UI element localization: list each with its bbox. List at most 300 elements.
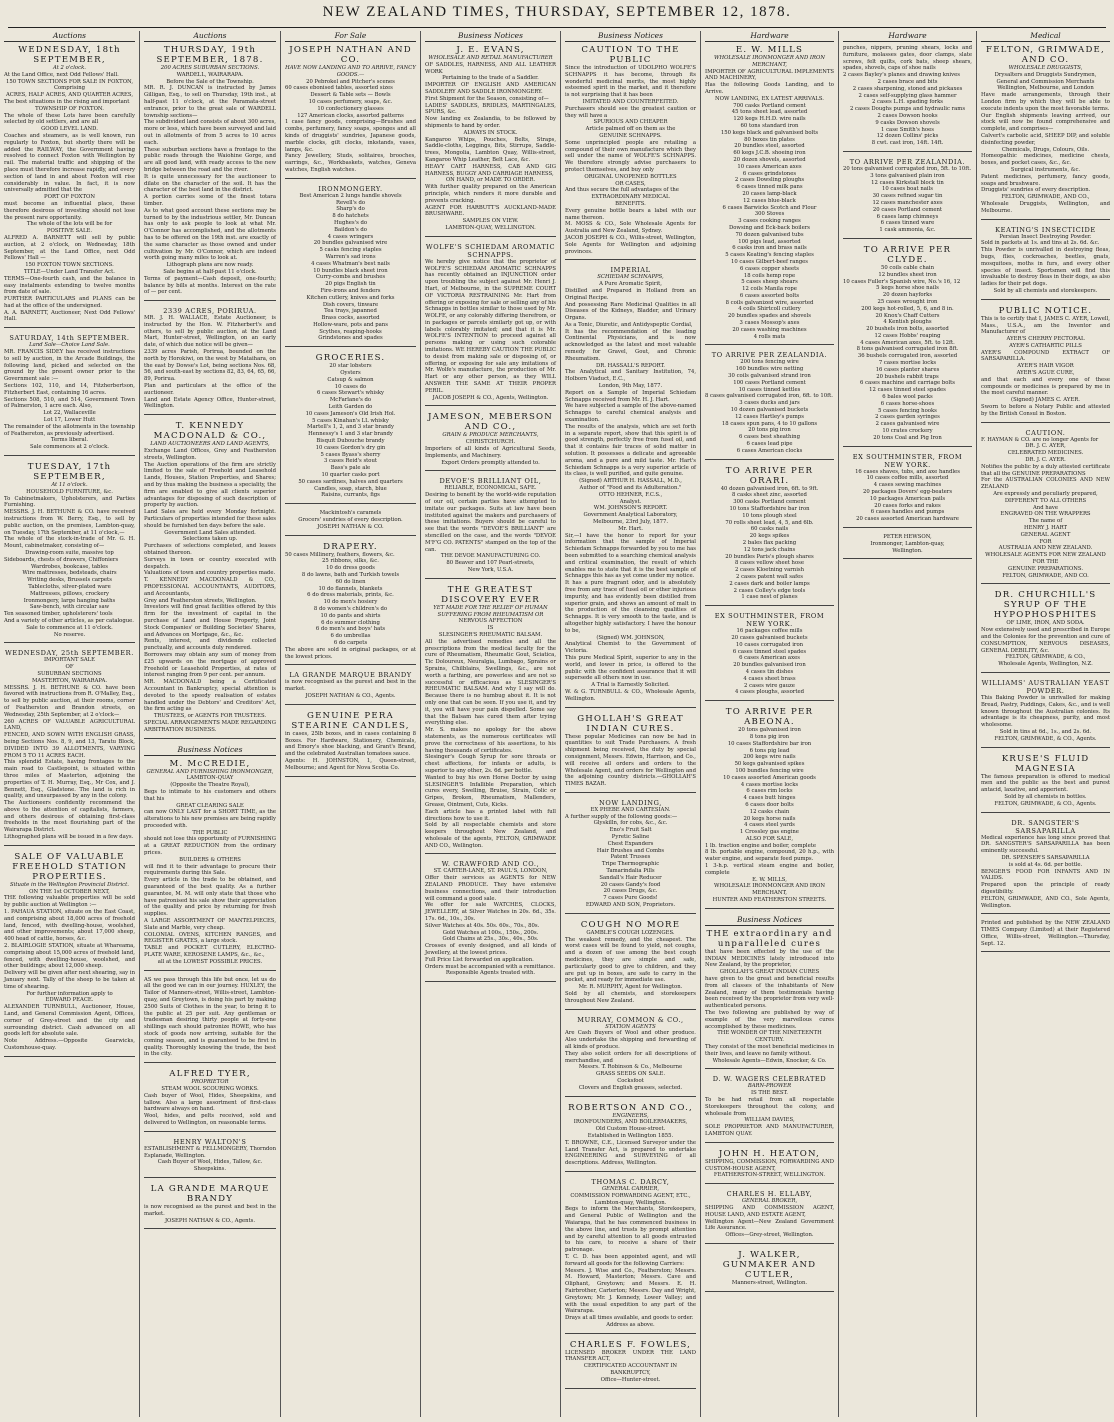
ad-text-line: 80 Beaver and 107 Pearl-streets, bbox=[446, 560, 535, 567]
ad-text-line: Delivery will be given after next shearing, say in January next. Tally of the sheep to be taken at time of shearing. bbox=[4, 970, 135, 990]
advertisement bbox=[565, 45, 696, 260]
ad-text-line: 5 cases Keating's fencing staples bbox=[725, 252, 814, 259]
ad-heading: J. E. EVANS, bbox=[456, 45, 525, 55]
advertisement bbox=[705, 466, 834, 607]
ad-text-line: Wellington Agent—New Zealand Government Life Assurance. bbox=[705, 1218, 834, 1232]
advertisement bbox=[565, 799, 696, 914]
ad-text-line: These popular Medicines can now be had in quantities to suit Trade Purchasers. A fresh shipment being received, the duty by special consignment, Messrs. Edwin, Harrison, and Co., will receive all orders and orders to the Wholesale Agent, and orders for Wellington and the adjoining country districts.—GHOLLAH'S TIMES BAZAR. bbox=[565, 733, 696, 788]
ad-text-line: Our English shipments leaving arrived, our stock will now be found comprehensive and complete, and comprises— bbox=[981, 112, 1110, 133]
ad-text-line: 4 cases American axes, 5ft. to 12ft. bbox=[860, 339, 955, 346]
ad-text-line: NERVOUS AFFECTION bbox=[458, 618, 523, 625]
ad-text-line: Druggists' sundries of every description. bbox=[981, 187, 1091, 194]
ad-text-line: All the advertised remedies and all the prescriptions from the medical faculty for the cure of Rheumatism, Rheumatic Gout, Sciatica, Tic Doloureux, Neuralgia, Lumbago, Sprains or Sprains, Chilblains, Swellings, &c., are not worth a farthing, are powerless and are not so successful or efficacious as SLESINGER'S RHEUMATIC BALSAM. And why I say will do. Because there is no humbug about it. It is not only one that can be seen. If you use it, and try it, you will have your pain dispelled. Some say that the Balsam has cured them after trying everything else. bbox=[425, 638, 556, 727]
ad-text-line: CERTIFICATED ACCOUNTANT IN BANKRUPTCY, bbox=[583, 1363, 678, 1377]
ad-text-line: Messrs. T. Robinson & Co., Melbourne bbox=[578, 1064, 683, 1071]
ad-text-line: AYER'S CATHARTIC PILLS bbox=[1009, 342, 1082, 349]
ad-text-line: Hair Brushes and Combs bbox=[596, 847, 665, 854]
ad-text-line: Lot 17, Lower Hutt bbox=[43, 417, 96, 424]
ad-text-line: 10 packages American pails bbox=[869, 495, 946, 502]
ad-text-line: 2 bales flax packing bbox=[742, 540, 797, 546]
ad-text-line: 6 cases American axes bbox=[739, 655, 800, 662]
ad-text-line: 8 do lawns, bath and Turkish towels bbox=[301, 572, 400, 578]
ad-text-line: To be had retail from all respectable Storekeepers throughout the colony, and wholesale from bbox=[705, 1097, 834, 1117]
advertisement bbox=[705, 45, 834, 345]
ad-text-line: Surgical instruments, &c. bbox=[1010, 166, 1081, 173]
ad-text-line: ON THE 1st OCTOBER NEXT, bbox=[29, 888, 110, 895]
advertisement bbox=[565, 920, 696, 1010]
ad-text-line: Land and Estate Agency Office, Hunter-street, Wellington. bbox=[144, 396, 276, 410]
advertisement bbox=[981, 920, 1110, 952]
ad-text-line: This Powder is unrivalled in destroying fleas, bugs, flies, cockroaches, beetles, gnats, mosquitoes, moths in furs, and every other species of insect. Sportsmen will find this invaluable to destroy fleas in their dogs, as also ladies for their pet dogs. bbox=[981, 247, 1110, 288]
ad-text-line: Wardrobes, bookcase, tables bbox=[31, 563, 108, 570]
ad-text-line: Hollow-ware, pots and pans bbox=[313, 321, 388, 328]
ad-text-line: 2 cases Bayley's planes and drawing knives bbox=[843, 72, 960, 79]
ad-text-line: DR. HASSALL'S REPORT. bbox=[596, 362, 665, 369]
ad-heading: IRONMONGERY. bbox=[318, 184, 383, 193]
ad-text-line: 6 cases tinned milk pans bbox=[736, 184, 803, 191]
ad-subheading: YET MADE FOR THE RELIEF OF HUMAN SUFFERING FROM RHEUMATISM OR bbox=[433, 604, 548, 618]
ad-text-line: JOSEPH NATHAN & CO., Agents. bbox=[305, 692, 396, 699]
advertisement bbox=[285, 510, 416, 535]
ad-text-line: They consist of the most beneficial medicines in their lives, and leave no family without. bbox=[705, 1044, 834, 1057]
ad-text-line: Mr. S. makes no apology for the above statements, as the numerous certificates will prove the correctness of his assertions, to his having thousands of certificates. bbox=[425, 727, 556, 754]
ad-text-line: 6 cases grindstones bbox=[742, 170, 797, 177]
ad-text-line: 1 cask ammonia, &c. bbox=[879, 227, 936, 234]
ad-text-line: WHOLESALE AGENTS FOR NEW ZEALAND bbox=[985, 552, 1106, 559]
ad-subheading: WHOLESALE AND RETAIL MANUFACTURER bbox=[428, 55, 553, 61]
ad-text-line: GENUINE SCHNAPPS. bbox=[599, 132, 662, 139]
ad-text-line: Bass's pale ale bbox=[330, 465, 371, 472]
ad-text-line: M. MOSS & CO., Sole Wholesale Agents for Australia and New Zealand, Sydney. bbox=[565, 221, 696, 235]
ad-text-line: (Signed) WM. JOHNSON, bbox=[596, 634, 665, 641]
advertisement bbox=[144, 45, 276, 301]
ad-text-line: E. W. MILLS, bbox=[752, 876, 787, 883]
ad-heading: WOLFE'S SCHIEDAM AROMATIC SCHNAPPS. bbox=[425, 242, 556, 259]
ad-heading: THURSDAY, 19th SEPTEMBER, 1878. bbox=[156, 45, 264, 65]
ad-text-line: FELTON, GRIMWADE, AND CO., bbox=[1001, 194, 1090, 201]
ad-text-line: 300 casks Portland cement bbox=[733, 499, 806, 506]
ad-text-line: Desiring to benefit by the world-wide reputation of our oil, certain parties have attempted to imitate our packages. Suits at law have been instituted against the makers and purchasers of these imitations. Buyers should be careful to see that the words "DEVOE'S BRILLIANT" are stencilled on the case, and the words "DEVOE M'F'G CO. PATENTS" stamped on the top of the can. bbox=[425, 492, 556, 553]
ad-text-line: Martell's 1, 2, and 3 star brandy bbox=[307, 424, 394, 431]
ad-text-line: 2 cases Doughs pumps and hydraulic rams bbox=[849, 106, 966, 113]
ad-text-line: 18 cases spun pans, 4 to 10 gallons bbox=[721, 420, 818, 427]
ad-text-line: Lambton-quay, Wellington. bbox=[594, 1199, 667, 1206]
ad-text-line: Sale commences at 2 o'clock. bbox=[30, 444, 109, 451]
ad-text-line: T. KENNEDY MACDONALD & CO., PROFESSIONAL ACCOUNTANTS, AUDITORS, and Accountants, bbox=[144, 577, 276, 597]
ad-text-line: 4 cases wringers bbox=[327, 233, 374, 240]
ad-text-line: 45 tons sheet lead, assorted bbox=[731, 109, 808, 116]
ad-heading: GHOLLAH'S GREAT INDIAN CURES. bbox=[577, 713, 684, 734]
ad-text-line: 4 cases sewing machines bbox=[873, 482, 942, 489]
ad-text-line: FOR THE bbox=[1032, 559, 1059, 565]
ad-text-line: 10 do dress goods bbox=[326, 565, 375, 572]
ad-text-line: 20 Knox's Chaff Cutters bbox=[875, 312, 940, 319]
ad-text-line: 20 bushels rabbit traps bbox=[876, 373, 939, 380]
column-5 bbox=[561, 31, 700, 1417]
ad-text-line: Medical experience has long since proved that DR. SANGSTER'S SARSAPARILLA has been eminently successful. bbox=[981, 834, 1110, 855]
ad-text-line: 30 cases refined sugar tin bbox=[872, 193, 943, 200]
ad-text-line: 60 cases ebonised tables, assorted sizes bbox=[285, 85, 393, 92]
ad-text-line: EXTRAORDINARY MEDICAL bbox=[591, 194, 670, 201]
ad-text-line: 10 cases Gilbert-beef ranges bbox=[730, 258, 809, 265]
ad-text-line: Mattresses, pillows, crockery bbox=[30, 590, 109, 597]
ad-text-line: THE WONDER OF THE NINETEENTH CENTURY. bbox=[717, 1030, 822, 1044]
ad-text-line: SUBURBAN SECTIONS bbox=[37, 670, 102, 677]
ad-text-line: DIFFERENT TO ALL OTHERS bbox=[1004, 497, 1087, 504]
ad-text-line: Dish covers, tinware bbox=[322, 301, 379, 308]
ad-text-line: They also solicit orders for all descriptions of merchandise, and bbox=[565, 1050, 696, 1064]
advertisement bbox=[565, 1178, 696, 1334]
ad-text-line: We have subjected a sample of the above-named Schnapps to careful chemical analysis and examination. bbox=[565, 403, 696, 424]
ad-text-line: Export Orders promptly attended to. bbox=[441, 459, 540, 466]
ad-text-line: These suburban sections have a frontage to the public roads through the Waiohine Gorge, and are all good land, with ready access to the new bridge between the road and the river. bbox=[144, 146, 276, 173]
ad-text-line: 20 cases washing machines bbox=[732, 326, 807, 333]
ad-text-line: Begs to intimate to his customers and others that his bbox=[144, 788, 276, 802]
ad-text-line: 6 casks iron and brass nails bbox=[732, 245, 807, 252]
advertisement bbox=[981, 429, 1110, 585]
ad-text-line: Hennessy's 1 and 3 star brandy bbox=[308, 431, 393, 438]
ad-text-line: MASTERTON, WAIRARAPA. bbox=[31, 677, 108, 684]
ad-text-line: Oysters bbox=[340, 370, 361, 377]
ad-text-line: 2 cases dark and boiler lamps bbox=[729, 580, 810, 587]
advertisement bbox=[4, 334, 135, 456]
ad-heading: KRUSE'S FLUID MAGNESIA bbox=[1001, 753, 1090, 774]
ad-text-line: 1 lb. traction engine and boiler, complete bbox=[705, 842, 816, 849]
ad-text-line: Cash Buyer of Wool, Hides, Tallow, &c. bbox=[157, 1159, 263, 1166]
ad-text-line: Rents, interest, and dividends collected punctually, and accounts duly rendered. bbox=[144, 638, 276, 652]
ad-text-line: Wellington. bbox=[892, 547, 923, 554]
ad-text-line: Sections 102, 110, and 14, Fitzherbertson, Fitzherbert East, containing 16 acres. bbox=[4, 383, 135, 396]
ad-heading: DRAPERY. bbox=[323, 541, 378, 552]
section-heading: Business Notices bbox=[565, 31, 696, 42]
ad-text-line: WHOLESALE IRONMONGER AND IRON MERCHANT, bbox=[714, 883, 825, 897]
ad-text-line: Manners-street, Wellington. bbox=[731, 1279, 808, 1286]
ad-text-line: Government Analytical Laboratory, bbox=[583, 512, 678, 519]
ad-text-line: Wellington, Melbourne, and London bbox=[997, 85, 1094, 92]
column-1 bbox=[0, 31, 139, 1417]
section-heading: Business Notices bbox=[705, 915, 834, 926]
advertisement bbox=[981, 679, 1110, 748]
ad-text-line: SHIPPING, COMMISSION, FORWARDING AND CUSTOM-HOUSE AGENT, bbox=[705, 1158, 834, 1172]
ad-text-line: Pyretic Saline bbox=[611, 834, 650, 841]
advertisement bbox=[565, 1016, 696, 1097]
ad-text-line: SPECIAL ARRANGEMENTS MADE REGARDING ARBITRATION BUSINESS. bbox=[144, 719, 276, 733]
ad-text-line: 3 cases cooking ranges bbox=[738, 218, 801, 225]
ad-text-line: The famous preparation is offered to medical men and the public as the best and purest antacid, laxative, and apperient. bbox=[981, 773, 1110, 794]
ad-text-line: BENEFITS. bbox=[615, 200, 646, 207]
ad-text-line: FELTON, GRIMWADE, AND CO., Sole Agents, Wellington. bbox=[981, 895, 1110, 909]
ad-text-line: The whole of these Lots have been carefully selected by old settlers, and are all bbox=[4, 112, 135, 126]
ad-text-line: GHOLLAH'S GREAT INDIAN CURES bbox=[719, 969, 820, 976]
ad-text-line: 6 do dress materials, prints, &c. bbox=[307, 592, 394, 599]
ad-text-line: GENERAL AGENT bbox=[1020, 531, 1071, 538]
ad-heading: TO ARRIVE PER ORARI. bbox=[725, 465, 814, 486]
ad-text-line: This is to certify that I, JAMES C. AYER, Lowell, Mass., U.S.A., am the Inventor and Manufacturer of bbox=[981, 315, 1110, 336]
ad-text-line: Silver Watches at 40s. 50s. 60s., 70s., 80s. bbox=[425, 922, 540, 929]
ad-text-line: 10 do pants and shirts bbox=[320, 612, 381, 619]
ad-text-line: 200 kegs wire nails bbox=[743, 754, 796, 761]
ad-text-line: Orders must be accompanied with a remittance. bbox=[425, 963, 555, 970]
ad-text-line: 36 bushels corrugated iron, assorted bbox=[857, 353, 958, 360]
advertisement bbox=[144, 977, 276, 1064]
advertisement bbox=[425, 860, 556, 982]
ad-text-line: 2 cases wire gauze bbox=[744, 682, 795, 689]
section-heading: Business Notices bbox=[144, 745, 276, 756]
ad-text-line: PORT OF FOXTON bbox=[44, 194, 95, 201]
ad-text-line: Scythes, reaping-hooks bbox=[319, 328, 382, 335]
ad-heading: MURRAY, COMMON & CO., bbox=[577, 1015, 684, 1024]
ad-text-line: WM. JOHNSON'S REPORT. bbox=[593, 505, 668, 512]
ad-text-line: Crosses of evenly designed, and all kinds of Jewellery, at the lowest prices. bbox=[425, 943, 556, 957]
ad-subheading: Situate in the Wellington Provincial District. bbox=[10, 881, 129, 888]
ad-subheading: WHOLESALE IRONMONGER AND IRON MERCHANT, bbox=[714, 55, 825, 68]
ad-text-line: It has a pure fragrant odor, and is absolutely free from any trace of fusel oil or other injurious impurity, and has evidently been distilled from superior grain, and shows an amount of malt in the production of the cleansing qualities of Schnapps. It is very smooth to the taste, and is altogether highly satisfactory. I have the honour to be, bbox=[565, 580, 696, 634]
ad-text-line: W. & G. TURNBULL & CO., Wholesale Agents, Wellington. bbox=[565, 688, 696, 702]
ad-text-line: SAMPLES ON VIEW. bbox=[462, 218, 519, 225]
ad-text-line: 20 dozen shovels, assorted bbox=[733, 156, 806, 163]
ad-heading: DEVOE'S BRILLIANT OIL, bbox=[439, 477, 542, 486]
ad-text-line: MESSRS. J. H. BETHUNE & CO. have received instructions from W. Berry, Esq., to sell by public auction, on the premises, Lambton-quay, on Tuesday, 17th September, at 11 o'clock,— bbox=[4, 509, 135, 536]
ad-text-line: 18 coils hemp rope bbox=[743, 272, 796, 279]
ad-text-line: 12 cases Hartley's pumps bbox=[735, 413, 804, 420]
advertisement bbox=[843, 245, 972, 447]
ad-text-line: 20 bushels iron bolts, assorted bbox=[866, 326, 949, 333]
ad-text-line: 2 cases galvanised wire bbox=[875, 421, 940, 428]
ad-text-line: And thus secure the full advantages of the bbox=[565, 187, 679, 194]
advertisement bbox=[981, 306, 1110, 423]
ad-text-line: 6 cases best sheathing bbox=[739, 434, 800, 441]
ad-heading: LA GRANDE MARQUE BRANDY bbox=[289, 671, 412, 680]
ad-text-line: 5 casks fencing staples bbox=[319, 247, 382, 254]
ad-text-line: Established in Wellington 1855. bbox=[587, 1132, 674, 1139]
ad-text-line: A Trial is Earnestly Solicited. bbox=[591, 682, 670, 689]
ad-text-line: THE following valuable properties will be sold by public auction at Wellington :— bbox=[4, 895, 135, 909]
ad-heading: TO ARRIVE PER CLYDE. bbox=[863, 244, 952, 265]
ad-heading: HENRY WALTON'S bbox=[173, 1137, 247, 1146]
ad-text-line: 10 cases Jameson's Old Irish Hol. bbox=[305, 410, 396, 417]
advertisement bbox=[285, 45, 416, 179]
ad-subheading: HAVE NOW LANDING AND TO ARRIVE, FANCY GOODS.— bbox=[285, 65, 416, 78]
ad-text-line: Persian Insect Destroying Powder. bbox=[999, 233, 1092, 240]
ad-text-line: 4 rolls mats bbox=[753, 333, 786, 340]
ad-text-line: 2 cases Colley's edge tools bbox=[733, 587, 806, 594]
ad-text-line: 5 cases fencing hooks bbox=[878, 407, 937, 414]
ad-text-line: 20 cases Drugs, &c. bbox=[603, 888, 658, 895]
ad-text-line: A further supply of the following goods:— bbox=[565, 813, 678, 820]
ad-text-line: GENUINE PREPARATIONS. bbox=[1007, 565, 1084, 572]
ad-heading: M. McCREDIE, bbox=[169, 758, 251, 769]
ad-text-line: Full Price List forwarded on application. bbox=[425, 956, 534, 963]
ad-text-line: OTTO HEHNER, F.C.S., bbox=[598, 491, 663, 498]
ad-text-line: JACOB JOSEPH & CO., Willis-street, Wellington, Sole Agents for Wellington and adjoining provinces. bbox=[565, 234, 696, 255]
advertisement bbox=[705, 1075, 834, 1142]
ad-text-line: 12 tons jack chains bbox=[743, 546, 796, 553]
advertisement bbox=[144, 1184, 276, 1229]
ad-text-line: JOSEPH NATHAN & CO., Agents. bbox=[164, 1217, 256, 1224]
ad-text-line: FURTHER PARTICULARS and PLANS can be had at the office of the undersigned. bbox=[4, 296, 135, 309]
ad-text-line: The results of the analysis, which are set forth in a separate report, show that this spirit is of good strength, perfectly free from fusel oil, and that it contains fair traces of solid matter in solution. It possesses a delicate and agreeable aroma, and a pure and mild taste. Mr. Hart's Schiedam Schnapps is a very superior article of its class, is well purified, and quite genuine. bbox=[565, 423, 696, 478]
ad-text-line: will find it to their advantage to procure their requirements during this Sale. bbox=[144, 863, 276, 877]
ad-text-line: GOOD LEVEL LAND. bbox=[41, 126, 98, 133]
ad-text-line: MR. FRANCIS SIDEY has received instructions to sell by auction, in the Arcade Buildings, the following land, picked and selected on the ground by the present owner prior to the Government sale :— bbox=[4, 349, 135, 383]
ad-text-line: Lithographed plans will be issued in a few days. bbox=[4, 834, 134, 841]
ad-text-line: A LARGE ASSORTMENT OF MANTELPIECES, Slate and Marble, very cheap. bbox=[144, 918, 276, 931]
ad-text-line: (Signed) ARTHUR H. HASSALL, M.D., bbox=[579, 478, 682, 485]
ad-text-line: is sold at 4s. 6d. per bottle. bbox=[1008, 861, 1083, 868]
ad-text-line: As a Tonic, Diuretic, and Antidyspeptic Cordial, bbox=[565, 321, 693, 328]
ad-text-line: 8 cases galvanised corrugated iron, 6ft. to 10ft. bbox=[705, 393, 833, 400]
ad-text-line: 40 dozen galvanised iron, 6ft. to 9ft. bbox=[720, 485, 819, 492]
ad-text-line: COLONIAL OVENS, KITCHEN RANGES, and REGISTER GRATES, a large stock. bbox=[144, 931, 276, 945]
ad-text-line: Have made arrangements, through their London firm by which they will be able to execute indents upon the most favorable terms. bbox=[981, 92, 1110, 112]
ad-text-line: Lithograph plans are now ready. bbox=[166, 262, 254, 269]
ad-text-line: 20 bundles steel, assorted bbox=[734, 143, 805, 150]
ad-text-line: General and Commission Merchants bbox=[996, 78, 1095, 85]
ad-text-line: 20 packages Dovers' egg-beaters bbox=[862, 489, 953, 496]
ad-heading: THE extraordinary and unparalleled cures bbox=[706, 928, 833, 949]
ad-heading: W. CRAWFORD AND CO., bbox=[441, 860, 540, 869]
ad-text-line: Warren's sad irons bbox=[325, 253, 376, 260]
ad-text-line: 12 cases Hobbs' reaping bbox=[874, 332, 941, 339]
ad-text-line: PETER HEWSON, bbox=[883, 534, 932, 541]
ad-text-line: Report on a Sample of Imperial Schiedam Schnapps received from Mr. H. J. Hart. bbox=[565, 389, 696, 403]
ad-text-line: The remainder of the allotments in the township of Feathereton, as previously advertised. bbox=[4, 423, 135, 437]
ad-text-line: have given to the great and beneficial results from all classes of the inhabitants of New Zealand, many of them testimonials having been received by the proprietor from very well-authenticated persons. bbox=[705, 976, 834, 1010]
ad-heading: TO ARRIVE PER ZEALANDIA. bbox=[849, 157, 966, 166]
ad-text-line: 6 cases tinned ware bbox=[880, 220, 935, 227]
ad-text-line: 8 do hatchets bbox=[332, 213, 369, 220]
ad-text-line: IRONFOUNDERS, AND BOILERMAKERS, bbox=[573, 1119, 688, 1126]
ad-text-line: Sale begins at half-past 11 o'clock. bbox=[163, 268, 257, 275]
ad-text-line: Printed and published by the NEW ZEALAND TIMES Company (Limited) at their Registered Office, Willis-street, Wellington.—Thursday, Sept. 12. bbox=[981, 920, 1110, 947]
ad-subheading: ENGINEERS, bbox=[612, 1112, 649, 1119]
ad-text-line: 150 kegs black and galvanised bolts bbox=[720, 129, 819, 136]
ad-text-line: 6 cases lead pipe bbox=[746, 441, 793, 448]
ad-text-line: Sections 508, 510, and 514, Government Town of Palmerston, 1 acre each. Also, bbox=[4, 396, 135, 410]
advertisement bbox=[4, 45, 135, 328]
ad-text-line: STEAM WOOL SCOURING WORKS. bbox=[161, 1085, 259, 1092]
ad-text-line: DR. SPENSER'S SARSAPARILLA bbox=[1001, 854, 1090, 861]
ad-text-line: is now recognised as the purest and best in the market. bbox=[285, 679, 416, 693]
ad-text-line: The Auction operations of the firm are strictly limited to the sale of Freehold and Leasehold Lands, Houses, Station Properties, and Shares; and by thus making the business a speciality, the firm are enabled to give all clients superior advantages for disposing of such description of property by auction. bbox=[144, 461, 276, 509]
advertisement bbox=[843, 534, 972, 559]
advertisement bbox=[285, 711, 416, 777]
ad-text-line: 6 cases horse-shoes bbox=[880, 400, 935, 407]
ad-heading: FELTON, GRIMWADE, AND CO. bbox=[986, 45, 1105, 65]
ad-text-line: 2 cases garden syringes bbox=[875, 414, 940, 421]
ad-text-line: IMITATED AND COUNTERFEITED. bbox=[582, 98, 679, 105]
ad-text-line: HEAVY CART HARNESS, CAB AND GIG HARNESS, BUGGY AND CARRIAGE HARNESS, bbox=[425, 163, 556, 177]
ad-text-line: 6 do carpets bbox=[333, 639, 368, 646]
ad-text-line: Tamarindalia Pills bbox=[606, 868, 655, 875]
ad-text-line: 200 kegs hot-rolled, 5, 6, and 8 in. bbox=[861, 305, 954, 312]
ad-text-line: 2339 acres Parish, Porirua, bounded on the north by Horokiwi, on the west by Mataihara, on the east by Dowse's Lot, being sections Nos. 68, 56, and south-east by sections 82, 83, 64, 65, 66, 89, Porirua. bbox=[144, 349, 276, 383]
ad-text-line: Patent medicines, perfumery, fancy goods, soaps and brushware. bbox=[981, 173, 1110, 187]
ad-text-line: Chest Expanders bbox=[607, 840, 654, 847]
advertisement bbox=[285, 353, 416, 504]
ad-heading: CAUTION TO THE PUBLIC bbox=[581, 45, 680, 65]
ad-heading: THOMAS C. DARCY, bbox=[591, 1177, 670, 1186]
ad-text-line: Sold in packets at 1s. and tins at 2s. 6d. &c. bbox=[981, 240, 1100, 247]
ad-text-line: 10 cases corrugated iron bbox=[735, 641, 804, 648]
masthead-rule bbox=[8, 27, 1106, 28]
ad-text-line: MR. J. H. WALLACE, Estate Auctioneer, is instructed by the Hon. W. Fitzherbert's and others, to sell by public auction, at the Land Mart, Hunter-street, Wellington, on an early date, of which due notice will be given— bbox=[144, 315, 276, 349]
ad-heading: JAMESON, MEBERSON AND CO., bbox=[427, 412, 554, 433]
ad-text-line: Before the Sale of the Township. bbox=[166, 78, 254, 85]
ad-text-line: 4 cases mortise locks bbox=[740, 781, 799, 788]
column-6 bbox=[701, 31, 838, 1417]
ad-text-line: IMPORTANT SALE bbox=[43, 657, 96, 664]
ad-text-line: Analyst. bbox=[619, 498, 642, 505]
ad-text-line: Mr. R. MURPHY, Agent for Wellington. bbox=[578, 984, 683, 991]
ad-text-line: This Baking Powder is unrivalled for making Bread, Pastry, Puddings, Cakes, &c., and is well known throughout the Australian colonies. Its advantage is its cheapness, purity, and most wholesome. bbox=[981, 694, 1110, 729]
ad-text-line: 3 cases Reid's stout bbox=[323, 458, 378, 465]
ad-text-line: FELTON, GRIMWADE, & CO., Agents. bbox=[994, 735, 1097, 742]
ad-text-line: 4 cases ploughs, assorted bbox=[735, 689, 804, 696]
ad-text-line: F. HAYMAN & CO. are no longer Agents for bbox=[981, 436, 1099, 443]
ad-text-line: AGENT FOR HARBUTT'S AUCKLAND-MADE BRUSHWARE. bbox=[425, 204, 556, 218]
ad-text-line: Chemicals, Drugs, Colours, Oils. bbox=[1001, 146, 1090, 153]
ad-text-line: LADIES' SADDLES, BRIDLES, MARTINGALES, SPURS, &c. bbox=[425, 102, 556, 116]
ad-text-line: For further information apply to bbox=[26, 990, 113, 997]
ad-subheading: GENERAL CARRIER, bbox=[601, 1185, 660, 1192]
ad-text-line: THE PUBLIC bbox=[192, 829, 228, 836]
advertisement bbox=[705, 1149, 834, 1184]
ad-text-line: 60 do linen bbox=[335, 578, 366, 585]
ad-text-line: Leith Garden do bbox=[328, 404, 373, 411]
ad-heading: CAUTION. bbox=[1025, 428, 1066, 437]
ad-text-line: 5 kegs horse shoe nails bbox=[876, 285, 939, 292]
advertisement bbox=[4, 649, 135, 846]
ad-heading: JOHN H. HEATON, bbox=[718, 1148, 821, 1159]
ad-subheading: GRAIN & PRODUCE MERCHANTS, bbox=[442, 432, 539, 439]
ad-text-line: 20 cases galvanised buckets bbox=[731, 634, 808, 641]
ad-text-line: 2. BLAIRLOGIE STATION, situate at Whareama, comprising about 15,000 acres of freehold land, fenced, with dwelling-house, woolshed, and other buildings; about 12,000 sheep. bbox=[4, 943, 135, 970]
ad-text-line: ALWAYS IN STOCK. bbox=[463, 129, 518, 136]
advertisement bbox=[565, 1103, 696, 1172]
section-heading: Auctions bbox=[144, 31, 276, 42]
ad-text-line: Best American 2 lungs handle shovels bbox=[299, 192, 402, 199]
ad-text-line: 100 cases Portland cement bbox=[733, 379, 806, 386]
ad-text-line: 6 cases tinned steel spades bbox=[732, 648, 807, 655]
ad-text-line: 1 case Smith's hoes bbox=[881, 126, 934, 133]
ad-text-line: A portion carries some of the finest totara timber. bbox=[144, 194, 276, 207]
ad-text-line: ALFRED A. BARNETT will sell by public auction, at 2 o'clock, on Wednesday, 18th September, at the Land Office, next Odd Fellows' Hall — bbox=[4, 234, 135, 262]
ad-text-line: 8 do women's children's do bbox=[313, 605, 388, 612]
ad-text-line: Drawing-room suite, massive top bbox=[25, 550, 114, 556]
ad-text-line: HOUSEHOLD FURNITURE, &c. bbox=[26, 488, 113, 495]
advertisement bbox=[705, 612, 834, 701]
ad-text-line: 4 cases sheet brass bbox=[743, 675, 796, 682]
ad-text-line: 10 cases Staffordshire bar iron bbox=[727, 740, 812, 747]
section-heading: For Sale bbox=[285, 31, 416, 42]
section-heading: Hardware bbox=[843, 31, 972, 42]
column-4 bbox=[421, 31, 560, 1417]
ad-heading: GROCERIES. bbox=[315, 353, 386, 364]
ad-text-line: Purchasers should see the greatest caution or they will have a bbox=[565, 105, 696, 119]
ad-text-line: 50 cases sardines, halves and quarters bbox=[298, 478, 403, 485]
ad-text-line: Revell's do bbox=[335, 199, 366, 206]
ad-text-line: LAMBTON-QUAY bbox=[186, 775, 234, 782]
ad-text-line: IS bbox=[487, 625, 494, 632]
ad-text-line: 8 tons pig iron bbox=[749, 733, 790, 740]
ad-text-line: Importers of all kinds of Agricultural Seeds, Implements, and Machinery. bbox=[425, 446, 556, 459]
ad-text-line: 20 tons galvanised iron bbox=[738, 727, 801, 734]
ad-text-line: Grocers' sundries of every description. bbox=[298, 517, 403, 524]
ad-text-line: 10 cases boat nails bbox=[881, 186, 934, 193]
ad-text-line: Tablecloths, silver-plated ware bbox=[28, 583, 111, 590]
ad-heading: SATURDAY, 14th SEPTEMBER. bbox=[9, 334, 130, 343]
